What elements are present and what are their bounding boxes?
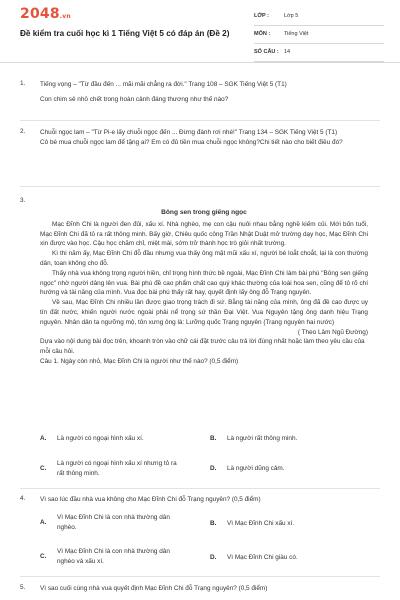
question-text [40,80,368,105]
meta-value: Tiếng Việt [284,31,309,37]
option-text: Là người rất thông minh. [227,435,298,442]
reading-passage [40,208,368,367]
option-letter: A. [40,435,47,442]
option-letter: A. [40,519,47,526]
divider [20,186,380,187]
header [0,0,400,63]
logo-text: 2048 [20,6,60,22]
question-line: Cô bé mua chuỗi ngọc lam để tặng ai? Em có đủ tiền mua chuỗi ngọc không?Chi tiết nào cho biết điều đó? [40,139,343,146]
meta-value: 14 [284,49,291,55]
divider [20,120,380,121]
instructions: Dựa vào nội dung bài đọc trên, khoanh tròn vào chữ cái đặt trước câu trả lời đúng nhất hoặc làm theo yêu cầu của mỗi câu hỏi. [40,338,365,356]
question-text: Vì sao cuối cùng nhà vua quyết định Mạc Đĩnh Chi đỗ Trạng nguyên? (0,5 điểm) [40,585,268,592]
option-text-line: Là người có ngoại hình xấu xí nhưng tỏ ra [57,460,177,467]
option-letter: B. [210,435,217,442]
option-letter: D. [210,465,217,472]
option-text-line: nghèo và xấu xí. [57,557,104,565]
site-logo[interactable] [20,6,71,22]
question-number: 3. [20,197,26,204]
option-text [57,513,170,532]
option-text-line: Vì Mạc Đĩnh Chi là con nhà thường dân [57,514,170,521]
option-text-line: rất thông minh. [57,469,100,477]
option-text [57,459,177,478]
passage-paragraph: Kì thi năm ấy, Mạc Đĩnh Chi đỗ đầu nhưng vua thấy ông mặt mũi xấu xí, người bé loắt choắt, lại là con thường dân, toan không cho đỗ. [40,250,368,267]
meta-key: SỐ CÂU : [254,49,279,55]
logo-suffix: .vn [59,13,71,20]
question-line: Tiếng vọng – "Từ đầu đến ... mãi mãi chẳng ra đời." Trang 108 – SGK Tiếng Việt 5 (T1) [40,81,287,88]
passage-paragraph: Về sau, Mạc Đĩnh Chi nhiều lần được giao trọng trách đi sứ. Bằng tài năng của mình, ông đã đề cao được uy tín đất nước, khiến người nước ngoài phải nể trọng sứ thần Đại Việt. Vua Nguyên tặng ông danh hiệu Trạng nguyên. Nhân dân ta ngưỡng mộ, tôn xưng ông là: Lưỡng quốc Trạng nguyên (Trạng nguyên hai nước) [40,299,368,326]
option-c[interactable] [40,459,205,479]
option-text: Vì Mạc Đĩnh Chi giàu có. [227,554,298,561]
question-line: Chuỗi ngọc lam – "Từ Pi-e lấy chuỗi ngọc đến ... Đừng đánh rơi nhé!" Trang 134 – SGK Tiếng Việt 5 (T1) [40,129,338,136]
option-text: Vì Mạc Đĩnh Chi xấu xí. [227,520,295,527]
option-c[interactable] [40,547,205,567]
option-text [57,547,170,566]
question-number: 4. [20,495,26,502]
question-number: 1. [20,80,26,87]
question-number: 5. [20,584,26,591]
option-a[interactable] [40,513,205,533]
option-letter: B. [210,520,217,527]
option-letter: C. [40,553,47,560]
passage-paragraph: Mạc Đĩnh Chi là người đen đủi, xấu xí. Nhà nghèo, mẹ con cậu nuôi nhau bằng nghề kiếm củi. Mới bốn tuổi, Mạc Đĩnh Chi đã tỏ ra rất thông minh. Bấy giờ, Chiêu quốc công Trần Nhật Duật mở trường dạy học, Mạc Đĩnh Chi xin được vào học. Cậu học chăm chỉ, miệt mài, sớm trở thành học trò giỏi nhất trường. [40,220,368,248]
option-letter: C. [40,465,47,472]
option-text: Là người dũng cảm. [227,465,285,472]
meta-row-question-count [254,46,384,62]
divider [20,488,380,489]
document-title: Đề kiểm tra cuối học kì 1 Tiếng Việt 5 có đáp án (Đề 2) [20,29,230,38]
divider [20,576,380,577]
question-text: Vì sao lúc đầu nhà vua không cho Mạc Đĩnh Chi đỗ Trạng nguyên? (0,5 điểm) [40,496,261,503]
option-text-line: Vì Mạc Đĩnh Chi là con nhà thường dân [57,548,170,555]
question-number: 2. [20,128,26,135]
meta-key: MÔN : [254,31,271,37]
meta-row-class [254,10,384,26]
question-text [40,128,368,148]
meta-value: Lớp 5 [284,13,299,19]
option-letter: D. [210,554,217,561]
option-text-line: nghèo. [57,523,77,531]
passage-paragraph: Thấy nhà vua không trọng người hiền, chỉ trọng hình thức bề ngoài, Mạc Đĩnh Chi làm bài phú "Bông sen giếng ngọc" nhờ người dâng lên vua. Bài phú đề cao phẩm chất cao quý khác thường của loài hoa sen, cũng để tỏ rõ chí hướng và tài năng của mình. Vua đọc bài phú thấy rất hay, quyết định lấy ông đỗ Trạng nguyên. [40,269,368,297]
option-text: Là người có ngoại hình xấu xí. [57,435,144,442]
document-meta [254,10,384,64]
meta-row-subject [254,28,384,44]
passage-title: Bông sen trong giếng ngọc [161,209,247,216]
meta-key: LỚP : [254,13,269,19]
passage-source: ( Theo Lâm Ngũ Đường) [297,328,368,336]
sub-question: Câu 1. Ngày còn nhỏ, Mạc Đĩnh Chi là người như thế nào? (0,5 điểm) [40,357,239,365]
question-line: Con chim sẻ nhỏ chết trong hoàn cảnh đáng thương như thế nào? [40,96,229,103]
